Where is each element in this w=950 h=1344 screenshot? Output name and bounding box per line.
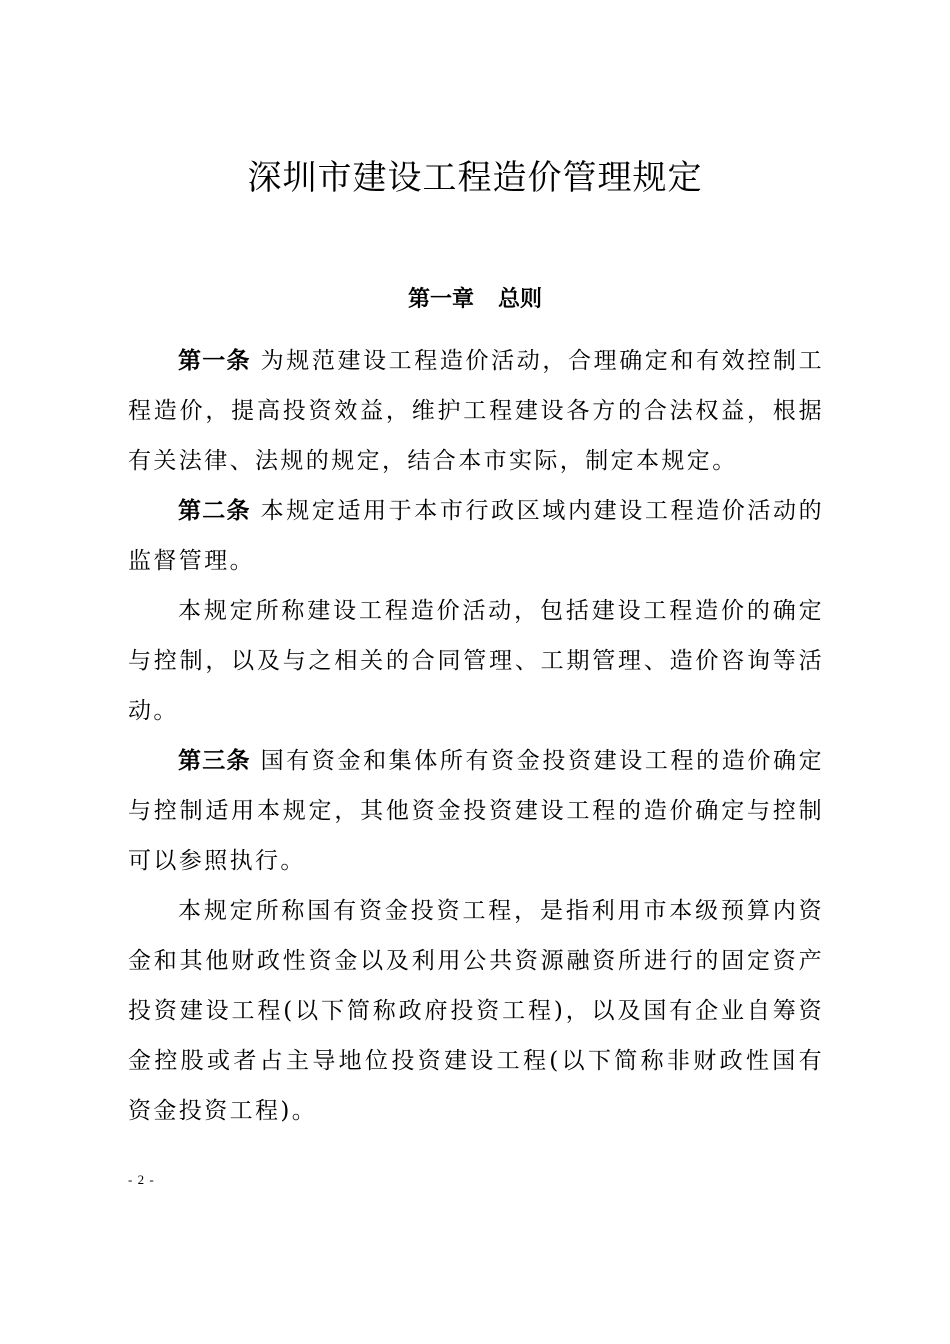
article-2-clause-text: 本规定所称建设工程造价活动，包括建设工程造价的确定与控制，以及与之相关的合同管理、工期管理、造价咨询等活动。 — [128, 598, 824, 724]
article-1-heading: 第一条 — [178, 348, 251, 374]
document-body — [128, 336, 824, 1136]
article-1-text: 为规范建设工程造价活动，合理确定和有效控制工程造价，提高投资效益，维护工程建设各方的合法权益，根据有关法律、法规的规定，结合本市实际，制定本规定。 — [128, 348, 824, 474]
article-3-heading: 第三条 — [178, 748, 251, 774]
article-2-text: 本规定适用于本市行政区域内建设工程造价活动的监督管理。 — [128, 498, 824, 574]
article-3-text: 国有资金和集体所有资金投资建设工程的造价确定与控制适用本规定，其他资金投资建设工程的造价确定与控制可以参照执行。 — [128, 748, 824, 874]
article-3-clause-text: 本规定所称国有资金投资工程，是指利用市本级预算内资金和其他财政性资金以及利用公共资源融资所进行的固定资产投资建设工程(以下简称政府投资工程)，以及国有企业自筹资金控股或者占主导地位投资建设工程(以下简称非财政性国有资金投资工程)。 — [128, 898, 824, 1124]
article-2-paragraph — [128, 486, 824, 586]
chapter-number: 第一章 — [407, 287, 474, 312]
article-1-paragraph — [128, 336, 824, 486]
article-3-clause-paragraph — [128, 886, 824, 1136]
page-number: - 2 - — [128, 1172, 155, 1187]
article-2-clause-paragraph — [128, 586, 824, 736]
chapter-heading — [0, 280, 950, 320]
article-2-heading: 第二条 — [178, 498, 251, 524]
article-3-paragraph — [128, 736, 824, 886]
chapter-name: 总则 — [498, 287, 543, 312]
document-title: 深圳市建设工程造价管理规定 — [247, 158, 703, 198]
